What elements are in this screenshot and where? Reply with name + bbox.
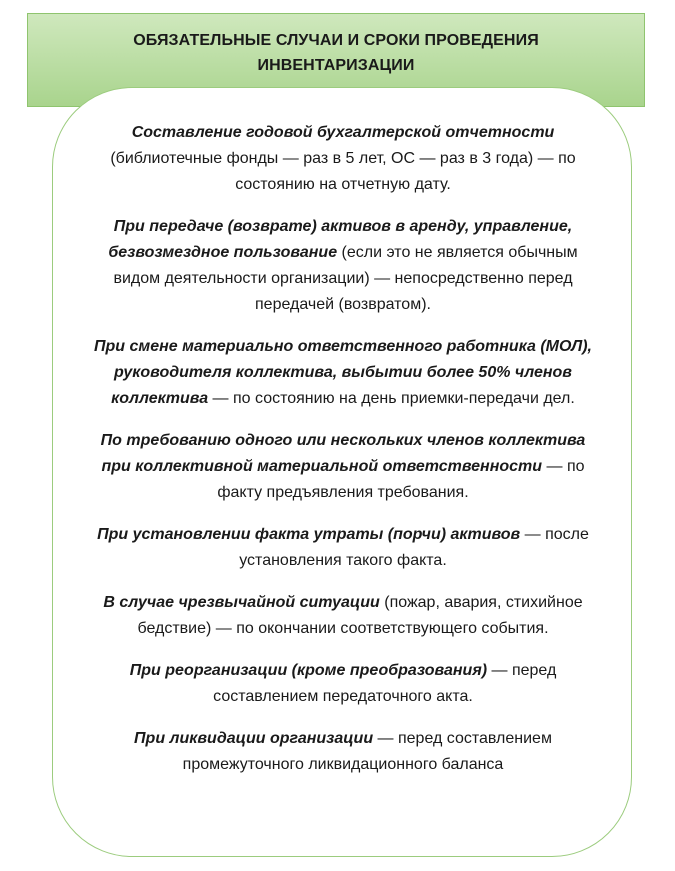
- case-lead: При установлении факта утраты (порчи) активов: [97, 526, 521, 543]
- content-panel: [52, 87, 632, 857]
- case-mol-change: [93, 334, 593, 412]
- case-asset-transfer: [93, 214, 593, 318]
- case-list: [93, 120, 593, 786]
- case-lead: При ликвидации организации: [134, 730, 374, 747]
- case-reorganization: [93, 658, 593, 710]
- case-text: — по состоянию на день приемки-передачи дел.: [208, 390, 575, 407]
- case-text: (если это не является обычным видом деятельности организации) — непосредственно перед передачей (возвратом).: [113, 244, 578, 313]
- case-lead: При смене материально ответственного работника (МОЛ), руководителя коллектива, выбытии более 50% членов коллектива: [93, 338, 592, 407]
- case-lead: При реорганизации (кроме преобразования): [129, 662, 488, 679]
- page-title: ОБЯЗАТЕЛЬНЫЕ СЛУЧАИ И СРОКИ ПРОВЕДЕНИЯ ИНВЕНТАРИЗАЦИИ: [133, 32, 539, 74]
- case-lead: По требованию одного или нескольких членов коллектива при коллективной материальной ответственности: [100, 432, 586, 475]
- case-text: (пожар, авария, стихийное бедствие) — по окончании соответствующего события.: [137, 594, 583, 637]
- case-lead: Составление годовой бухгалтерской отчетности: [131, 124, 555, 141]
- case-emergency: [93, 590, 593, 642]
- case-text: (библиотечные фонды — раз в 5 лет, ОС — раз в 3 года) — по состоянию на отчетную дату.: [110, 150, 576, 193]
- case-text: — перед составлением передаточного акта.: [213, 662, 557, 705]
- case-text: — после установления такого факта.: [239, 526, 589, 569]
- case-loss-damage: [93, 522, 593, 574]
- case-text: — перед составлением промежуточного ликвидационного баланса: [182, 730, 552, 773]
- case-collective-request: [93, 428, 593, 506]
- case-lead: При передаче (возврате) активов в аренду, управление, безвозмездное пользование: [108, 218, 573, 261]
- case-annual-reporting: [93, 120, 593, 198]
- case-liquidation: [93, 726, 593, 778]
- case-text: — по факту предъявления требования.: [217, 458, 585, 501]
- case-lead: В случае чрезвычайной ситуации: [103, 594, 380, 611]
